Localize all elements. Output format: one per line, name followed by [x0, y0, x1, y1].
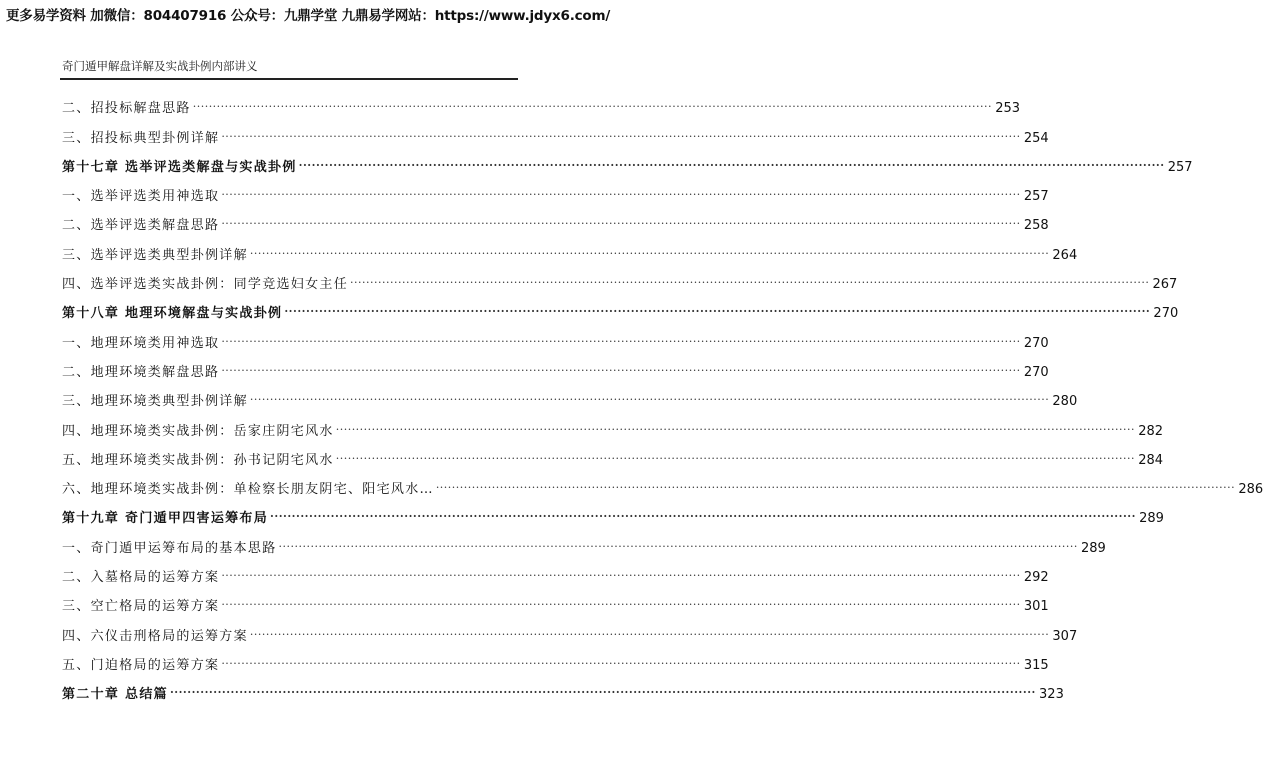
toc-title: 一、选举评选类用神选取 — [62, 189, 220, 205]
toc-entry-row — [62, 263, 1178, 293]
toc-dot-leader: ········································································································································································································ — [221, 598, 1021, 612]
toc-title: 四、地理环境类实战卦例：岳家庄阴宅风水 — [62, 423, 334, 439]
toc-entry-row — [62, 526, 1106, 556]
toc-title: 三、招投标典型卦例详解 — [62, 130, 220, 146]
toc-entry-row — [62, 351, 1049, 380]
toc-dot-leader: ········································································································································································································ — [298, 158, 1165, 172]
toc-title: 二、入墓格局的运筹方案 — [62, 570, 220, 586]
toc-title: 四、六仪击刑格局的运筹方案 — [62, 628, 248, 644]
toc-title: 一、奇门遁甲运筹布局的基本思路 — [62, 540, 277, 556]
toc-title: 三、地理环境类典型卦例详解 — [62, 394, 248, 410]
toc-entry-row — [62, 585, 1049, 615]
toc-chapter-row — [62, 673, 1064, 703]
toc-entry-row — [62, 439, 1164, 468]
toc-title: 二、选举评选类解盘思路 — [62, 218, 220, 234]
toc-dot-leader: ········································································································································································································ — [249, 393, 1050, 407]
toc-dot-leader: ········································································································································································································ — [335, 451, 1136, 465]
toc-title: 五、地理环境类实战卦例：孙书记阴宅风水 — [62, 452, 334, 468]
toc-page-number: 284 — [1138, 452, 1164, 468]
toc-entry-row — [62, 116, 1049, 146]
toc-page-number: 289 — [1081, 540, 1106, 556]
toc-dot-leader: ········································································································································································································ — [335, 422, 1136, 436]
toc-entry-row — [62, 87, 1021, 117]
toc-page-number: 270 — [1153, 306, 1179, 322]
toc-dot-leader: ········································································································································································································ — [221, 129, 1021, 143]
toc-title: 二、地理环境类解盘思路 — [62, 364, 220, 380]
toc-chapter-row — [62, 146, 1193, 175]
toc-entry-row — [62, 233, 1078, 263]
toc-entry-row — [62, 380, 1078, 410]
toc-page-number: 270 — [1023, 364, 1049, 380]
toc-title: 四、选举评选类实战卦例：同学竞选妇女主任 — [62, 277, 349, 293]
toc-page-number: 292 — [1023, 570, 1049, 586]
toc-page-number: 286 — [1238, 482, 1263, 498]
toc-dot-leader: ········································································································································································································ — [169, 686, 1036, 700]
toc-dot-leader: ········································································································································································································ — [221, 188, 1021, 202]
toc-entry-row — [62, 321, 1049, 351]
toc-page-number: 267 — [1152, 277, 1178, 293]
toc-title: 一、地理环境类用神选取 — [62, 335, 220, 351]
toc-dot-leader: ········································································································································································································ — [284, 305, 1151, 319]
toc-title: 六、地理环境类实战卦例：单检察长朋友阴宅、阳宅风水… — [62, 482, 434, 498]
toc-page-number: 253 — [995, 101, 1021, 117]
header-rule — [60, 78, 518, 80]
toc-dot-leader: ········································································································································································································ — [278, 539, 1078, 553]
toc-title: 第十七章 选举评选类解盘与实战卦例 — [62, 159, 297, 175]
toc-page-number: 257 — [1167, 159, 1193, 175]
toc-entry-row — [62, 614, 1078, 644]
toc-page-number: 270 — [1023, 335, 1049, 351]
toc-dot-leader: ········································································································································································································ — [221, 569, 1021, 583]
toc-page-number: 257 — [1023, 189, 1049, 205]
toc-dot-leader: ········································································································································································································ — [249, 246, 1050, 260]
toc-page-number: 254 — [1023, 130, 1049, 146]
toc-entry-row — [62, 204, 1049, 234]
toc-entry-row — [62, 409, 1164, 439]
toc-entry-row — [62, 644, 1049, 673]
toc-page-number: 258 — [1023, 218, 1049, 234]
toc-title: 三、选举评选类典型卦例详解 — [62, 247, 248, 263]
toc-title: 第十八章 地理环境解盘与实战卦例 — [62, 306, 283, 322]
toc-entry-row — [62, 468, 1263, 498]
toc-title: 第十九章 奇门遁甲四害运筹布局 — [62, 511, 269, 527]
toc-dot-leader: ········································································································································································································ — [221, 217, 1021, 231]
toc-page-number: 315 — [1023, 657, 1049, 673]
toc-dot-leader: ········································································································································································································ — [221, 656, 1021, 670]
running-head: 奇门遁甲解盘详解及实战卦例内部讲义 — [62, 59, 258, 73]
toc-page-number: 264 — [1052, 247, 1078, 263]
table-of-contents — [62, 87, 1263, 703]
toc-dot-leader: ········································································································································································································ — [350, 276, 1150, 290]
toc-dot-leader: ········································································································································································································ — [221, 334, 1021, 348]
watermark-banner: 更多易学资料 加微信：804407916 公众号：九鼎学堂 九鼎易学网站：https://www.jdyx6.com/ — [6, 8, 611, 24]
toc-dot-leader: ········································································································································································································ — [249, 627, 1050, 641]
toc-dot-leader: ········································································································································································································ — [192, 100, 993, 114]
toc-dot-leader: ········································································································································································································ — [435, 481, 1236, 495]
toc-page-number: 323 — [1039, 687, 1064, 703]
toc-entry-row — [62, 175, 1049, 205]
toc-page-number: 289 — [1139, 511, 1164, 527]
toc-entry-row — [62, 556, 1049, 586]
toc-title: 五、门迫格局的运筹方案 — [62, 657, 220, 673]
toc-title: 第二十章 总结篇 — [62, 687, 168, 703]
toc-title: 二、招投标解盘思路 — [62, 101, 191, 117]
toc-chapter-row — [62, 292, 1179, 322]
toc-dot-leader: ········································································································································································································ — [221, 363, 1021, 377]
toc-page-number: 307 — [1052, 628, 1078, 644]
toc-page-number: 301 — [1023, 599, 1049, 615]
toc-dot-leader: ········································································································································································································ — [270, 510, 1136, 524]
toc-page-number: 282 — [1138, 423, 1164, 439]
toc-chapter-row — [62, 497, 1164, 527]
toc-title: 三、空亡格局的运筹方案 — [62, 599, 220, 615]
toc-page-number: 280 — [1052, 394, 1078, 410]
